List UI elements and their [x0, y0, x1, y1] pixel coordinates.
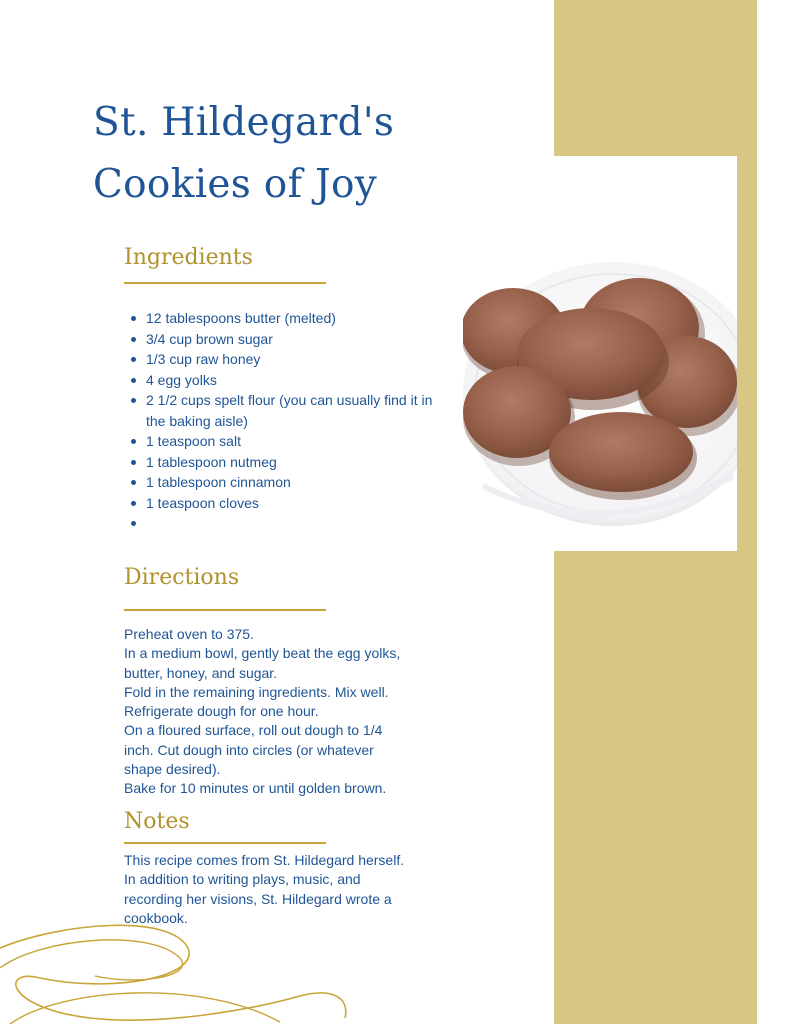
- ingredients-divider: [124, 282, 326, 284]
- notes-line: This recipe comes from St. Hildegard herself.: [124, 852, 405, 868]
- directions-line: Refrigerate dough for one hour.: [124, 703, 319, 720]
- ingredient-item-empty: [146, 513, 446, 534]
- notes-line: cookbook.: [124, 909, 188, 926]
- directions-line: shape desired).: [124, 761, 221, 778]
- directions-text: [124, 625, 400, 799]
- ingredients-list: [124, 308, 446, 534]
- notes-line: recording her visions, St. Hildegard wrote a: [124, 890, 392, 907]
- directions-line: In a medium bowl, gently beat the egg yolks,: [124, 645, 401, 662]
- directions-line: Fold in the remaining ingredients. Mix well.: [124, 683, 389, 700]
- ingredient-item: 1 tablespoon cinnamon: [146, 472, 446, 493]
- directions-divider: [124, 609, 326, 611]
- page-title: [93, 92, 394, 216]
- ingredients-heading: Ingredients: [124, 245, 253, 270]
- ingredient-item: 4 egg yolks: [146, 370, 446, 391]
- notes-divider: [124, 842, 326, 844]
- title-line: Cookies of Joy: [93, 162, 378, 207]
- ingredient-item: 2 1/2 cups spelt flour (you can usually find it in the baking aisle): [146, 390, 446, 431]
- ingredient-item: 1 tablespoon nutmeg: [146, 452, 446, 473]
- title-line: St. Hildegard's: [93, 100, 395, 145]
- decorative-squiggle: [0, 918, 360, 1024]
- ingredient-item: 1 teaspoon cloves: [146, 493, 446, 514]
- cookies-photo: [463, 156, 737, 551]
- directions-line: butter, honey, and sugar.: [124, 664, 278, 681]
- ingredient-item: 1 teaspoon salt: [146, 431, 446, 452]
- directions-line: On a floured surface, roll out dough to 1/4: [124, 722, 383, 739]
- directions-line: Bake for 10 minutes or until golden brown.: [124, 780, 387, 797]
- directions-heading: Directions: [124, 565, 240, 590]
- notes-heading: Notes: [124, 809, 190, 834]
- notes-line: In addition to writing plays, music, and: [124, 871, 361, 888]
- ingredient-item: 3/4 cup brown sugar: [146, 329, 446, 350]
- notes-text: [124, 851, 404, 928]
- directions-line: inch. Cut dough into circles (or whatever: [124, 741, 374, 758]
- ingredient-item: 1/3 cup raw honey: [146, 349, 446, 370]
- directions-line: Preheat oven to 375.: [124, 626, 254, 642]
- ingredient-item: 12 tablespoons butter (melted): [146, 308, 446, 329]
